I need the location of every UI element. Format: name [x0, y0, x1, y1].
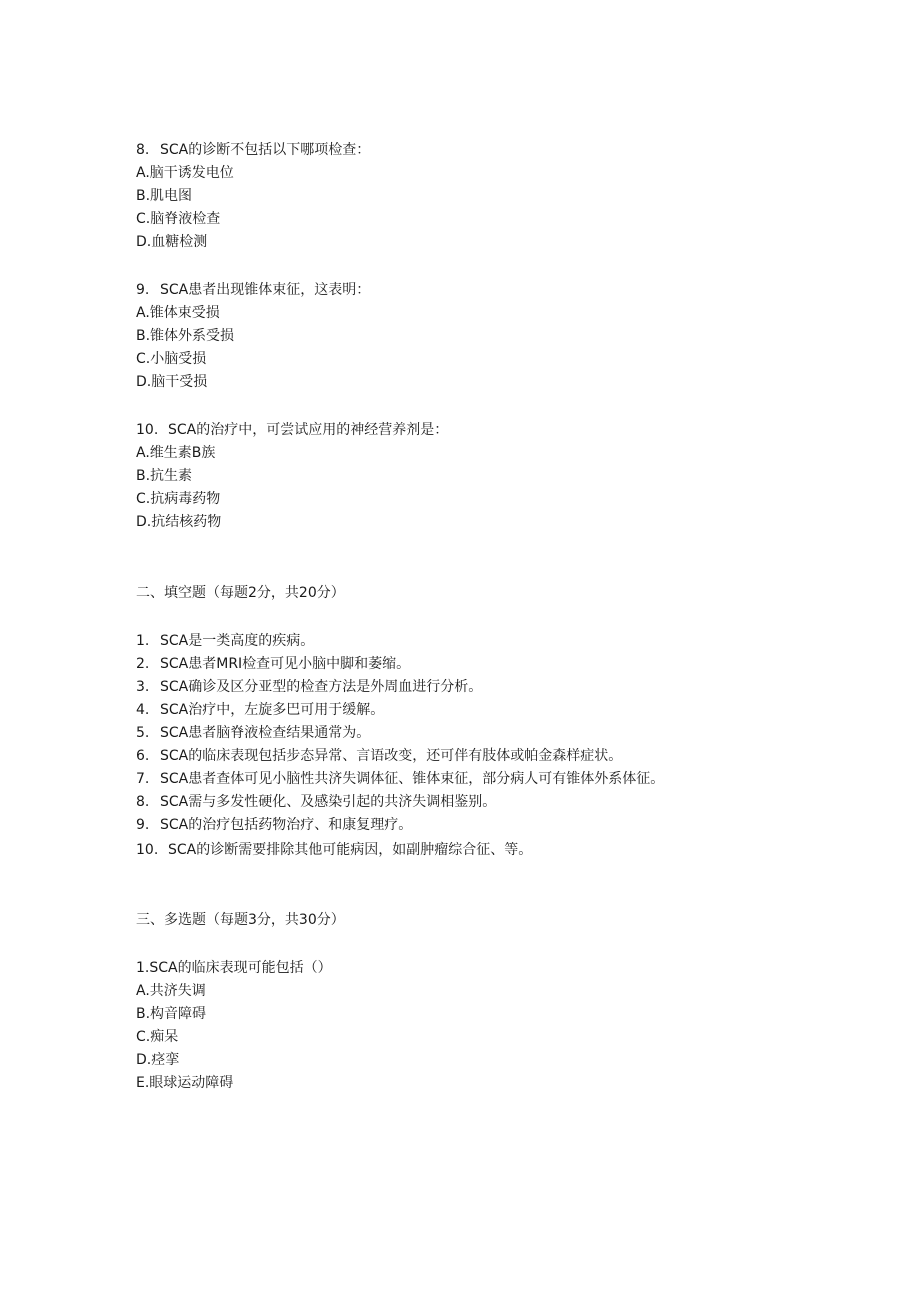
q10-option-b: B.抗生素: [136, 468, 193, 484]
q10-option-a: A.维生素B族: [136, 445, 216, 461]
section2-heading: 二、填空题（每题2分，共20分）: [136, 585, 345, 601]
fill-item-4: [136, 700, 384, 720]
fill-item-6: [136, 746, 622, 766]
fill-item-text: SCA治疗中，左旋多巴可用于缓解。: [160, 702, 385, 718]
mc-q1-option-a: A.共济失调: [136, 983, 206, 999]
fill-item-text: SCA确诊及区分亚型的检查方法是外周血进行分析。: [160, 679, 483, 695]
fill-item-9: [136, 815, 412, 835]
fill-item-number: 3.: [136, 679, 150, 695]
q8-option-b: B.肌电图: [136, 188, 193, 204]
fill-item-number: 2.: [136, 656, 150, 672]
section3-heading: 三、多选题（每题3分，共30分）: [136, 912, 345, 928]
fill-item-1: [136, 631, 314, 651]
fill-item-number: 4.: [136, 702, 150, 718]
fill-item-text: SCA需与多发性硬化、及感染引起的共济失调相鉴别。: [160, 794, 497, 810]
mc-q1-option-b: B.构音障碍: [136, 1006, 207, 1022]
fill-item-number: 9.: [136, 817, 150, 833]
fill-item-7: [136, 769, 664, 789]
q10-option-c: C.抗病毒药物: [136, 491, 221, 507]
q10-option-d: D.抗结核药物: [136, 514, 222, 530]
mc-q1-option-d: D.痉挛: [136, 1052, 180, 1068]
q8-option-c: C.脑脊液检查: [136, 211, 221, 227]
fill-item-number: 1.: [136, 633, 150, 649]
q8-option-a: A.脑干诱发电位: [136, 165, 234, 181]
q9-option-c: C.小脑受损: [136, 351, 207, 367]
fill-item-text: SCA的治疗包括药物治疗、和康复理疗。: [160, 817, 413, 833]
fill-item-2: [136, 654, 410, 674]
fill-item-text: SCA的诊断需要排除其他可能病因，如副肿瘤综合征、等。: [168, 842, 533, 858]
fill-item-text: SCA患者MRI检查可见小脑中脚和萎缩。: [160, 656, 411, 672]
fill-item-text: SCA患者查体可见小脑性共济失调体征、锥体束征，部分病人可有锥体外系体征。: [160, 771, 665, 787]
mc-q1-stem: 1.SCA的临床表现可能包括（）: [136, 960, 332, 976]
fill-item-number: 8.: [136, 794, 150, 810]
q9-stem-text: SCA患者出现锥体束征，这表明：: [160, 282, 371, 298]
q8-option-d: D.血糖检测: [136, 234, 208, 250]
q10-stem: [136, 420, 448, 440]
q8-stem-text: SCA的诊断不包括以下哪项检查：: [160, 142, 371, 158]
q9-number: 9.: [136, 282, 150, 298]
q8-number: 8.: [136, 142, 150, 158]
fill-item-5: [136, 723, 370, 743]
mc-q1-option-e: E.眼球运动障碍: [136, 1075, 234, 1091]
fill-item-text: SCA是一类高度的疾病。: [160, 633, 315, 649]
q9-stem: [136, 280, 370, 300]
fill-item-text: SCA患者脑脊液检查结果通常为。: [160, 725, 371, 741]
fill-item-10: [136, 840, 532, 860]
fill-item-number: 6.: [136, 748, 150, 764]
mc-q1-option-c: C.痴呆: [136, 1029, 179, 1045]
q9-option-a: A.锥体束受损: [136, 305, 220, 321]
q9-option-b: B.锥体外系受损: [136, 328, 235, 344]
q10-stem-text: SCA的治疗中，可尝试应用的神经营养剂是：: [168, 422, 449, 438]
fill-item-number: 7.: [136, 771, 150, 787]
q9-option-d: D.脑干受损: [136, 374, 208, 390]
fill-item-text: SCA的临床表现包括步态异常、言语改变，还可伴有肢体或帕金森样症状。: [160, 748, 623, 764]
q10-number: 10.: [136, 422, 159, 438]
fill-item-8: [136, 792, 496, 812]
fill-item-3: [136, 677, 482, 697]
fill-item-number: 10.: [136, 842, 159, 858]
fill-item-number: 5.: [136, 725, 150, 741]
q8-stem: [136, 140, 370, 160]
